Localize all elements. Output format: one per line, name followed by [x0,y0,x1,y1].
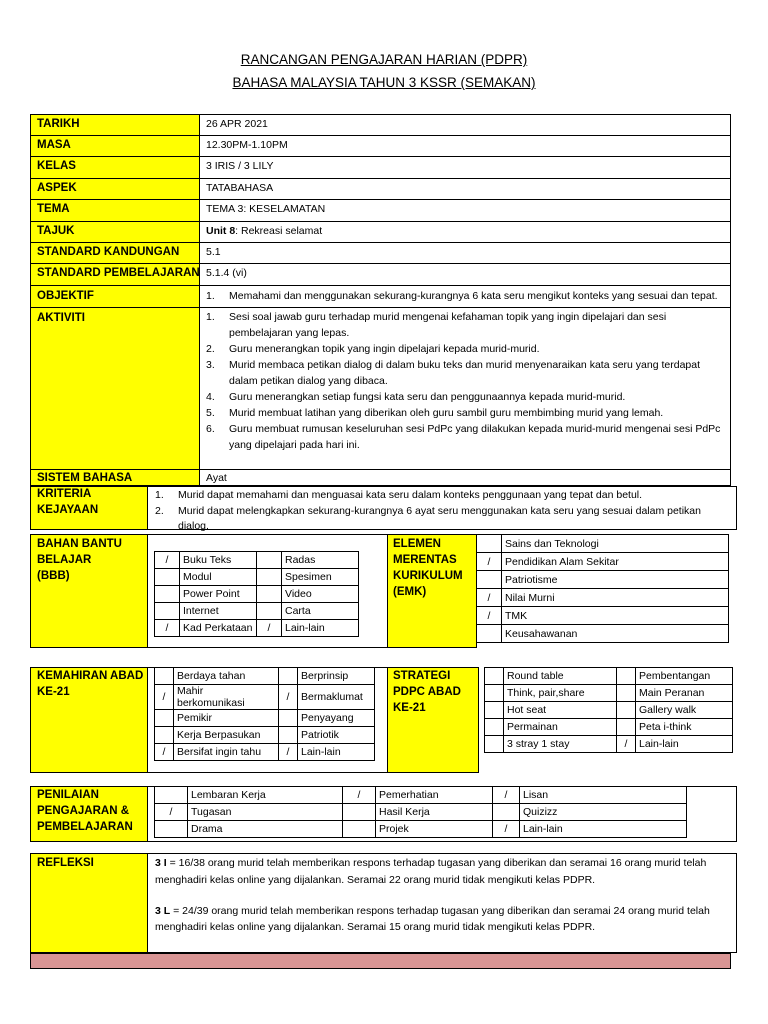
penilaian-item: Pemerhatian [376,787,493,804]
bbb-item: Buku Teks [180,552,257,569]
objektif-label: OBJEKTIF [37,290,94,302]
header-value: 3 IRIS / 3 LILY [206,160,274,172]
title-line-2: BAHASA MALAYSIA TAHUN 3 KSSR (SEMAKAN) [232,75,536,90]
bbb-row [155,569,359,586]
penilaian-mark [155,787,188,804]
bbb-mark [257,569,282,586]
bbb-mark: / [155,620,180,637]
penilaian-label-3: PEMBELAJARAN [37,821,133,833]
bbb-item: Lain-lain [282,620,359,637]
emk-row [477,553,729,571]
aktiviti-line: Guru menerangkan setiap fungsi kata seru dan penggunaannya kepada murid-murid. [229,391,626,403]
kriteria-label-2: KEJAYAAN [37,504,99,516]
abad21-mark [155,668,174,685]
bbb-mark [155,586,180,603]
strategi-label-1: STRATEGI [393,670,451,682]
bbb-row [155,586,359,603]
bbb-mark [155,603,180,620]
header-label: ASPEK [37,182,77,194]
bbb-item: Power Point [180,586,257,603]
emk-item: Pendidikan Alam Sekitar [502,553,729,571]
abad21-mark [279,710,298,727]
emk-item: Sains dan Teknologi [502,535,729,553]
aktiviti-num: 2. [206,343,215,355]
emk-label-2: MERENTAS [393,554,457,566]
strategi-label-3: KE-21 [393,702,426,714]
abad21-item: Penyayang [298,710,375,727]
header-label: STANDARD PEMBELAJARAN [37,267,200,279]
aktiviti-line: Murid membaca petikan dialog di dalam buku teks dan murid menyenaraikan kata seru yang terdapat [229,359,701,371]
sistem-bahasa-label: SISTEM BAHASA [37,472,133,484]
emk-mark: / [477,607,502,625]
aktiviti-line: Guru membuat rumusan keseluruhan sesi PdPc yang dilakukan kepada murid-murid mengenai sesi PdPc [229,423,721,435]
objektif-num: 1. [206,290,215,302]
bbb-mark [155,569,180,586]
strategi-mark [617,702,636,719]
kriteria-num-2: 2. [155,505,164,517]
strategi-mark [485,685,504,702]
aktiviti-label: AKTIVITI [37,312,85,324]
bbb-item: Video [282,586,359,603]
header-value: 26 APR 2021 [206,118,268,130]
strategi-item: Think, pair,share [504,685,617,702]
objektif-text: Memahami dan menggunakan sekurang-kurangnya 6 kata seru mengikut konteks yang sesuai dan tepat. [229,290,718,302]
bbb-mark [257,552,282,569]
aktiviti-num: 3. [206,359,215,371]
penilaian-mark: / [343,787,376,804]
abad21-row [155,727,375,744]
abad21-item: Mahir berkomunikasi [174,685,279,710]
abad21-item: Lain-lain [298,744,375,761]
aktiviti-line: Murid membuat latihan yang diberikan oleh guru sambil guru membimbing murid yang lemah. [229,407,664,419]
header-label: MASA [37,139,71,151]
penilaian-mark: / [155,804,188,821]
abad21-item: Bersifat ingin tahu [174,744,279,761]
abad21-item: Berdaya tahan [174,668,279,685]
row-divider [30,199,731,200]
penilaian-mark [155,821,188,838]
kriteria-item-2-line-1: Murid dapat melengkapkan sekurang-kurangnya 6 ayat seru menggunakan kata seru yang sesuai dalam petikan [178,505,701,517]
emk-item: TMK [502,607,729,625]
penilaian-mark: / [493,821,520,838]
emk-row [477,535,729,553]
abad21-mark [155,727,174,744]
abad21-mark: / [155,685,174,710]
header-value: Unit 8: Rekreasi selamat [206,225,323,237]
penilaian-mark: / [493,787,520,804]
aktiviti-line: Sesi soal jawab guru terhadap murid mengenai kefahaman topik yang ingin dipelajari dan sesi [229,311,667,323]
bbb-item: Internet [180,603,257,620]
abad21-item: Pemikir [174,710,279,727]
kriteria-label-1: KRITERIA [37,488,92,500]
abad21-item: Kerja Berpasukan [174,727,279,744]
strategi-mark [485,702,504,719]
emk-label-1: ELEMEN [393,538,441,550]
bbb-mark [257,603,282,620]
bbb-item: Kad Perkataan [180,620,257,637]
bbb-grid [154,551,359,637]
strategi-item: 3 stray 1 stay [504,736,617,753]
strategi-item: Gallery walk [636,702,733,719]
penilaian-grid [154,786,687,838]
emk-row [477,589,729,607]
aktiviti-line: pembelajaran yang lepas. [229,327,350,339]
abad21-label-1: KEMAHIRAN ABAD [37,670,144,682]
emk-mark [477,625,502,643]
abad21-row [155,744,375,761]
kriteria-item-2-line-2: dialog. [178,520,209,532]
strategi-mark: / [617,736,636,753]
abad21-item: Berprinsip [298,668,375,685]
emk-label-4: (EMK) [393,586,427,598]
abad21-label-2: KE-21 [37,686,70,698]
emk-label-3: KURIKULUM [393,570,463,582]
abad21-mark: / [279,685,298,710]
strategi-mark [617,685,636,702]
header-label: TAJUK [37,225,75,237]
refleksi-p2-line-1: 3 L = 24/39 orang murid telah memberikan respons terhadap tugasan yang diberikan dan seramai 24 orang murid telah [155,905,710,917]
abad21-row [155,668,375,685]
strategi-label-2: PDPC ABAD [393,686,461,698]
bbb-label-1: BAHAN BANTU [37,538,122,550]
penilaian-item: Quizizz [520,804,687,821]
strategi-item: Peta i-think [636,719,733,736]
penilaian-item: Hasil Kerja [376,804,493,821]
bbb-label-3: (BBB) [37,570,70,582]
strategi-row [485,685,733,702]
strategi-item: Hot seat [504,702,617,719]
bbb-row [155,620,359,637]
penilaian-item: Lisan [520,787,687,804]
row-divider [30,242,731,243]
abad21-mark [155,710,174,727]
bbb-item: Spesimen [282,569,359,586]
penilaian-mark [343,821,376,838]
kriteria-item-1: Murid dapat memahami dan menguasai kata seru dalam konteks penggunaan yang tepat dan betul. [178,489,643,501]
header-label: TEMA [37,203,70,215]
penilaian-row [155,787,687,804]
header-value: 12.30PM-1.10PM [206,139,288,151]
header-label: KELAS [37,160,76,172]
strategi-mark [485,719,504,736]
aktiviti-line: Guru menerangkan topik yang ingin dipelajari kepada murid-murid. [229,343,540,355]
strategi-row [485,736,733,753]
bbb-item: Carta [282,603,359,620]
aktiviti-line: dalam petikan dialog yang dibaca. [229,375,388,387]
row-divider [30,221,731,222]
emk-mark: / [477,553,502,571]
penilaian-item: Drama [188,821,343,838]
penilaian-mark [343,804,376,821]
emk-mark: / [477,589,502,607]
title-line-1: RANCANGAN PENGAJARAN HARIAN (PDPR) [240,52,528,67]
bbb-row [155,603,359,620]
row-divider [30,263,731,264]
penilaian-label-1: PENILAIAN [37,789,99,801]
penilaian-item: Tugasan [188,804,343,821]
row-divider [30,156,731,157]
abad21-row [155,685,375,710]
strategi-grid [484,667,733,753]
emk-grid [476,534,729,643]
header-value: TATABAHASA [206,182,274,194]
penilaian-item: Lain-lain [520,821,687,838]
strategi-mark [617,668,636,685]
strategi-item: Main Peranan [636,685,733,702]
bbb-label-2: BELAJAR [37,554,92,566]
abad21-grid [154,667,375,761]
penilaian-item: Lembaran Kerja [188,787,343,804]
header-value: 5.1.4 (vi) [206,267,247,279]
bbb-mark: / [155,552,180,569]
header-label: STANDARD KANDUNGAN [37,246,180,258]
penilaian-row [155,804,687,821]
emk-item: Nilai Murni [502,589,729,607]
bbb-row [155,552,359,569]
emk-row [477,571,729,589]
refleksi-p2-line-2: menghadiri kelas online yang dijalankan. Seramai 15 orang murid tidak mengikuti kelas PDPR. [155,921,596,933]
strategi-item: Round table [504,668,617,685]
refleksi-label: REFLEKSI [37,857,94,869]
penilaian-label-2: PENGAJARAN & [37,805,130,817]
kriteria-num-1: 1. [155,489,164,501]
emk-mark [477,535,502,553]
emk-mark [477,571,502,589]
strategi-row [485,668,733,685]
strategi-row [485,702,733,719]
abad21-item: Patriotik [298,727,375,744]
strategi-item: Lain-lain [636,736,733,753]
strategi-mark [485,668,504,685]
abad21-mark: / [155,744,174,761]
penilaian-mark [493,804,520,821]
emk-row [477,607,729,625]
abad21-mark: / [279,744,298,761]
penilaian-row [155,821,687,838]
header-value: 5.1 [206,246,221,258]
aktiviti-line: yang dipelajari pada hari ini. [229,439,360,451]
strategi-item: Permainan [504,719,617,736]
emk-item: Keusahawanan [502,625,729,643]
header-label: TARIKH [37,118,80,130]
aktiviti-num: 5. [206,407,215,419]
penilaian-item: Projek [376,821,493,838]
abad21-mark [279,727,298,744]
emk-item: Patriotisme [502,571,729,589]
strategi-row [485,719,733,736]
aktiviti-num: 4. [206,391,215,403]
strategi-item: Pembentangan [636,668,733,685]
bbb-mark: / [257,620,282,637]
row-divider [30,135,731,136]
strategi-mark [485,736,504,753]
row-divider [30,178,731,179]
abad21-item: Bermaklumat [298,685,375,710]
abad21-row [155,710,375,727]
footer-bar [30,953,731,969]
strategi-mark [617,719,636,736]
emk-row [477,625,729,643]
aktiviti-num: 1. [206,311,215,323]
header-value: TEMA 3: KESELAMATAN [206,203,326,215]
bbb-mark [257,586,282,603]
bbb-item: Radas [282,552,359,569]
sistem-bahasa-value: Ayat [206,472,227,484]
abad21-mark [279,668,298,685]
aktiviti-num: 6. [206,423,215,435]
refleksi-p1-line-1: 3 I = 16/38 orang murid telah memberikan respons terhadap tugasan yang diberikan dan seramai 16 orang murid telah [155,857,707,869]
bbb-item: Modul [180,569,257,586]
refleksi-p1-line-2: menghadiri kelas online yang dijalankan. Seramai 22 orang murid tidak mengikuti kelas PDPR. [155,874,596,886]
